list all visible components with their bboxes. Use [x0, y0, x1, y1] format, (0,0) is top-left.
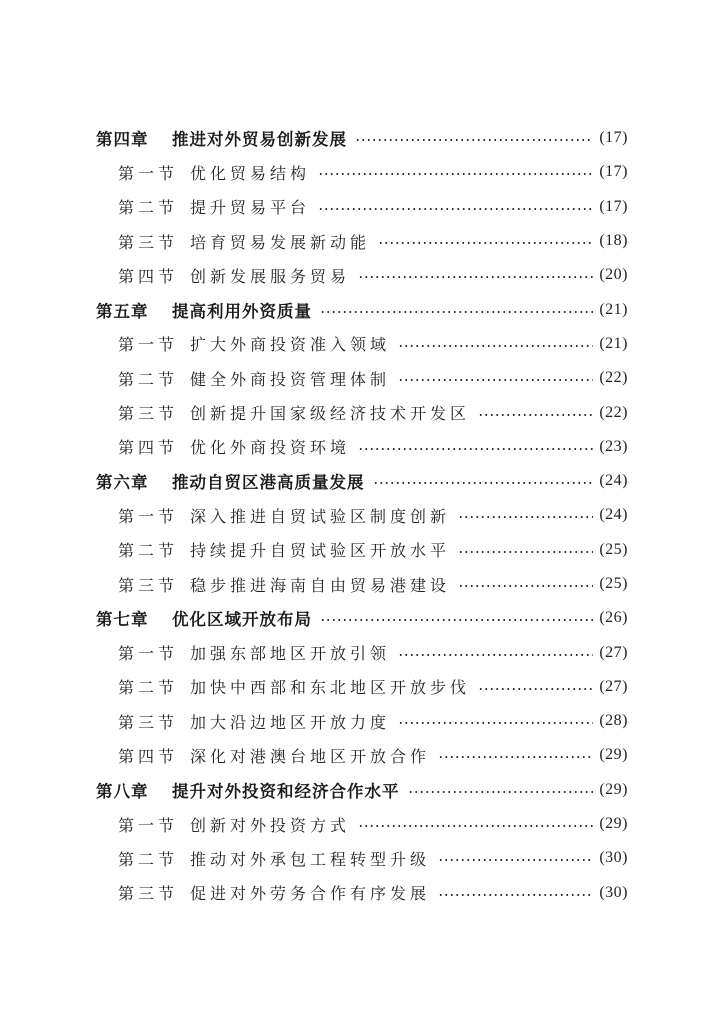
toc-entry-label — [96, 401, 478, 424]
section-title: 创新提升国家级经济技术开发区 — [190, 404, 471, 424]
dot-leader — [378, 242, 593, 244]
chapter-number: 第八章 — [96, 781, 149, 801]
dot-leader — [318, 208, 593, 210]
toc-entry-label — [96, 675, 478, 698]
toc-entry-label — [96, 881, 438, 904]
section-number: 第三节 — [118, 884, 179, 904]
toc-entry-label — [96, 847, 438, 870]
dot-leader — [398, 345, 593, 347]
section-number: 第二节 — [118, 198, 179, 218]
toc-entry-label — [96, 298, 320, 322]
page-number: (29) — [599, 746, 628, 764]
section-number: 第三节 — [118, 712, 179, 732]
section-title: 提升贸易平台 — [190, 198, 311, 218]
dot-leader — [458, 516, 593, 518]
toc-entry-label — [96, 230, 378, 253]
section-title: 推动对外承包工程转型升级 — [190, 849, 431, 869]
dot-leader — [408, 791, 594, 793]
page-number: (17) — [599, 163, 628, 181]
toc-section-entry[interactable] — [96, 395, 628, 429]
chapter-number: 第四章 — [96, 130, 149, 150]
chapter-title: 推动自贸区港高质量发展 — [172, 473, 365, 493]
toc-entry-label — [96, 367, 398, 390]
section-number: 第一节 — [118, 815, 179, 835]
section-number: 第四节 — [118, 438, 179, 458]
page-number: (23) — [599, 437, 628, 455]
chapter-number: 第七章 — [96, 610, 149, 630]
dot-leader — [318, 173, 593, 175]
section-title: 创新发展服务贸易 — [190, 266, 351, 286]
toc-section-entry[interactable] — [96, 704, 628, 738]
toc-chapter-entry[interactable] — [96, 464, 628, 498]
section-number: 第一节 — [118, 163, 179, 183]
section-title: 培育贸易发展新动能 — [190, 232, 371, 252]
section-title: 持续提升自贸试验区开放水平 — [190, 541, 451, 561]
chapter-title: 提高利用外资质量 — [172, 301, 312, 321]
dot-leader — [373, 482, 594, 484]
dot-leader — [320, 311, 593, 313]
page-number: (21) — [599, 300, 628, 318]
section-title: 加大沿边地区开放力度 — [190, 712, 391, 732]
section-title: 健全外商投资管理体制 — [190, 369, 391, 389]
toc-chapter-entry[interactable] — [96, 601, 628, 635]
dot-leader — [438, 894, 593, 896]
page-number: (22) — [599, 369, 628, 387]
section-number: 第一节 — [118, 644, 179, 664]
section-title: 促进对外劳务合作有序发展 — [190, 884, 431, 904]
toc-section-entry[interactable] — [96, 841, 628, 875]
dot-leader — [358, 276, 593, 278]
page-number: (25) — [599, 575, 628, 592]
page-number: (26) — [599, 609, 628, 627]
toc-entry-label — [96, 813, 358, 836]
page-number: (30) — [599, 883, 628, 901]
toc-section-entry[interactable] — [96, 533, 628, 567]
section-title: 扩大外商投资准入领域 — [190, 335, 391, 355]
toc-entry-label — [96, 504, 458, 527]
page-number: (24) — [599, 506, 628, 524]
section-title: 稳步推进海南自由贸易港建设 — [190, 575, 451, 595]
section-number: 第四节 — [118, 746, 179, 766]
page-number: (18) — [599, 232, 628, 250]
dot-leader — [458, 585, 593, 587]
section-number: 第二节 — [118, 541, 179, 561]
section-number: 第一节 — [118, 335, 179, 355]
chapter-number: 第五章 — [96, 301, 149, 321]
chapter-number: 第六章 — [96, 473, 149, 493]
toc-section-entry[interactable] — [96, 361, 628, 395]
section-title: 创新对外投资方式 — [190, 815, 351, 835]
toc-section-entry[interactable] — [96, 567, 628, 601]
toc-chapter-entry[interactable] — [96, 292, 628, 326]
toc-section-entry[interactable] — [96, 876, 628, 910]
section-title: 优化外商投资环境 — [190, 438, 351, 458]
dot-leader — [398, 654, 593, 656]
dot-leader — [438, 756, 593, 758]
page-number: (30) — [599, 849, 628, 867]
toc-section-entry[interactable] — [96, 155, 628, 189]
toc-entry-label — [96, 538, 458, 561]
toc-section-entry[interactable] — [96, 190, 628, 224]
section-number: 第二节 — [118, 849, 179, 869]
dot-leader — [458, 551, 593, 553]
toc-section-entry[interactable] — [96, 738, 628, 772]
chapter-title: 提升对外投资和经济合作水平 — [172, 781, 400, 801]
page-number: (22) — [599, 403, 628, 421]
toc-chapter-entry[interactable] — [96, 121, 628, 155]
section-number: 第三节 — [118, 404, 179, 424]
page-number: (28) — [599, 712, 628, 730]
toc-section-entry[interactable] — [96, 258, 628, 292]
page-number: (27) — [599, 677, 628, 695]
toc-section-entry[interactable] — [96, 670, 628, 704]
toc-entry-label — [96, 641, 398, 664]
toc-entry-label — [96, 435, 358, 458]
page-number: (24) — [599, 472, 628, 490]
dot-leader — [358, 825, 593, 827]
toc-entry-label — [96, 469, 373, 493]
chapter-title: 优化区域开放布局 — [172, 610, 312, 630]
dot-leader — [478, 414, 593, 416]
section-title: 加强东部地区开放引领 — [190, 644, 391, 664]
dot-leader — [320, 619, 593, 621]
page-number: (25) — [599, 540, 628, 558]
section-number: 第三节 — [118, 575, 179, 595]
toc-entry-label — [96, 161, 318, 184]
section-number: 第一节 — [118, 506, 179, 526]
toc-entry-label — [96, 778, 408, 802]
dot-leader — [358, 448, 593, 450]
toc-entry-label — [96, 606, 320, 630]
section-number: 第四节 — [118, 266, 179, 286]
toc-entry-label — [96, 264, 358, 287]
section-title: 深入推进自贸试验区制度创新 — [190, 506, 451, 526]
page-number: (17) — [599, 197, 628, 215]
section-title: 深化对港澳台地区开放合作 — [190, 746, 431, 766]
dot-leader — [398, 722, 593, 724]
toc-section-entry[interactable] — [96, 635, 628, 669]
page-number: (17) — [599, 129, 628, 147]
dot-leader — [438, 859, 593, 861]
toc-section-entry[interactable] — [96, 224, 628, 258]
section-number: 第二节 — [118, 369, 179, 389]
page-number: (29) — [599, 815, 628, 833]
toc-entry-label — [96, 332, 398, 355]
section-title: 加快中西部和东北地区开放步伐 — [190, 678, 471, 698]
page-number: (21) — [599, 334, 628, 352]
page-number: (27) — [599, 643, 628, 661]
toc-entry-label — [96, 126, 355, 150]
toc-chapter-entry[interactable] — [96, 773, 628, 807]
page-number: (20) — [599, 266, 628, 284]
chapter-title: 推进对外贸易创新发展 — [172, 130, 347, 150]
section-number: 第三节 — [118, 232, 179, 252]
dot-leader — [478, 688, 593, 690]
toc-entry-label — [96, 710, 398, 733]
section-title: 优化贸易结构 — [190, 163, 311, 183]
section-number: 第二节 — [118, 678, 179, 698]
toc-section-entry[interactable] — [96, 430, 628, 464]
toc-section-entry[interactable] — [96, 498, 628, 532]
dot-leader — [398, 379, 593, 381]
toc-entry-label — [96, 195, 318, 218]
toc-entry-label — [96, 744, 438, 767]
dot-leader — [355, 139, 593, 141]
toc-section-entry[interactable] — [96, 807, 628, 841]
page-number: (29) — [599, 780, 628, 798]
toc-section-entry[interactable] — [96, 327, 628, 361]
table-of-contents — [96, 121, 628, 910]
toc-entry-label — [96, 573, 458, 596]
